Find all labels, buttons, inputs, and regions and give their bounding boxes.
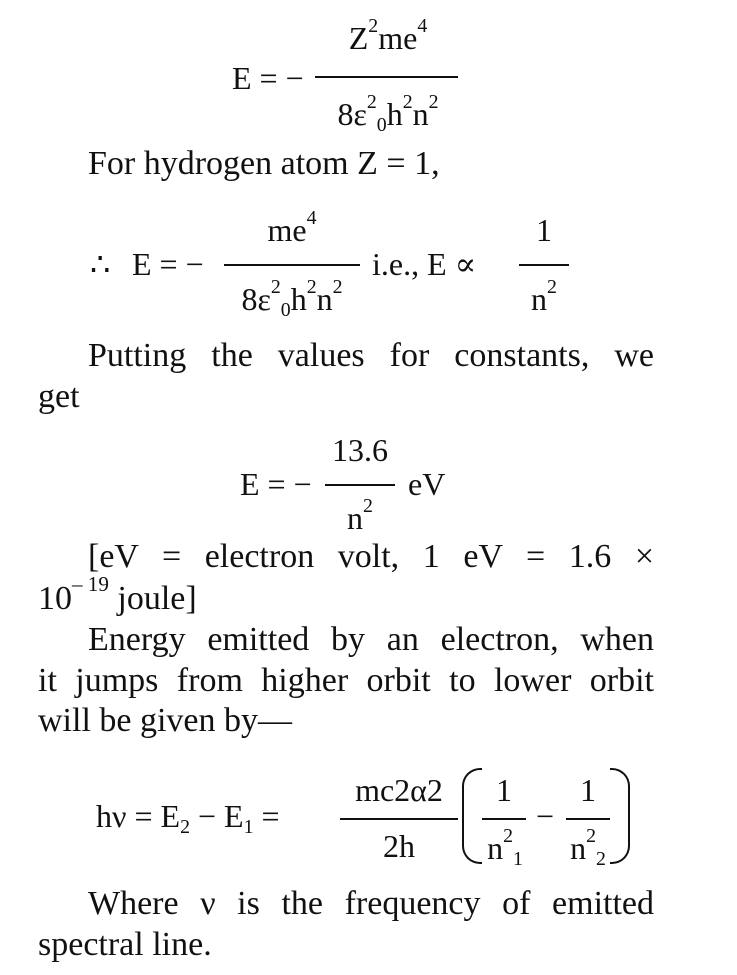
eq4-minus: −: [536, 798, 555, 834]
eq2-prop-denominator: $n^2$: [531, 276, 557, 317]
eq4-term1-bar: [482, 818, 526, 820]
eq2-prop-numerator: 1: [536, 212, 552, 248]
eq4-term2-numerator: 1: [580, 772, 596, 808]
eq4-term2-denominator: $n^2_2$: [570, 825, 606, 870]
eq4-term1-denominator: $n^2_1$: [487, 825, 523, 870]
energy-line1: Energy emitted by an electron, when: [88, 621, 654, 658]
eq3-unit: eV: [408, 466, 446, 502]
eq1-fraction-bar: [315, 76, 458, 78]
eq2-numerator: $me^4$: [267, 207, 317, 248]
eq4-right-paren: [610, 768, 630, 864]
eq4-fraction-bar: [340, 818, 458, 820]
eq1-lhs: E = −: [232, 60, 304, 96]
eq4-term2-bar: [566, 818, 610, 820]
eq2-prop-bar: [519, 264, 569, 266]
where-line2: spectral line.: [38, 926, 212, 963]
eq4-term1-numerator: 1: [496, 772, 512, 808]
eq1-numerator: $Z^2me^4$: [348, 15, 428, 56]
eq2-denominator: $8\varepsilon^2_0h^2n^2$: [241, 276, 343, 321]
eq4-denominator: 2h: [383, 828, 415, 864]
ev-line2: $10^{- 19}$ joule]: [38, 572, 197, 617]
eq4-lhs: $h\nu = E_2 - E_1$ =: [96, 798, 280, 838]
energy-line2: it jumps from higher orbit to lower orbit: [38, 662, 654, 699]
where-line1: Where ν is the frequency of emitted: [88, 885, 654, 922]
eq3-numerator: 13.6: [332, 432, 388, 468]
eq4-numerator: mc2α2: [355, 772, 443, 808]
eq3-lhs: E = −: [240, 466, 312, 502]
energy-line3: will be given by—: [38, 702, 293, 739]
eq4-left-paren: [462, 768, 482, 864]
eq2-therefore: ∴: [90, 246, 111, 282]
putting-line1: Putting the values for constants, we: [88, 337, 654, 374]
eq3-fraction-bar: [325, 484, 395, 486]
eq2-fraction-bar: [224, 264, 360, 266]
ev-line1: [eV = electron volt, 1 eV = 1.6 ×: [88, 538, 654, 575]
eq2-lhs: E = −: [132, 246, 204, 282]
eq2-ie: i.e., E ∝: [372, 246, 477, 282]
putting-line2: get: [38, 378, 80, 415]
eq3-denominator: $n^2$: [347, 495, 373, 536]
eq1-denominator: $8\varepsilon^2_0h^2n^2$: [337, 91, 439, 136]
hydrogen-line: For hydrogen atom Z = 1,: [88, 145, 440, 182]
